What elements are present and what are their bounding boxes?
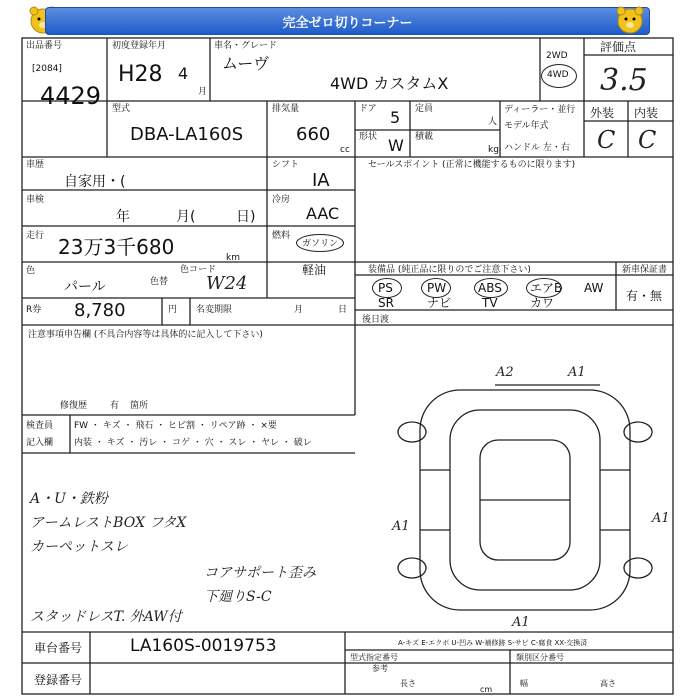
ac-value: AAC — [306, 204, 340, 223]
lot-label: 出品番号 — [26, 41, 63, 51]
vehicle-name: ムーヴ — [222, 54, 270, 73]
handle-label: ハンドル 左・右 — [504, 143, 570, 153]
remark-line-3: カーペットスレ — [30, 539, 128, 555]
type-ref-label: 参考 — [372, 664, 388, 673]
exterior-label: 外装 — [590, 106, 615, 120]
damage-mark-a1-right: A1 — [652, 511, 670, 526]
model-label: 型式 — [112, 104, 131, 114]
color-label: 色 — [26, 266, 36, 276]
equipment-leather: カワ — [530, 296, 555, 310]
remark-line-2: アームレストBOX フタX — [30, 515, 187, 531]
load-label: 積載 — [415, 132, 434, 142]
shift-label: シフト — [272, 160, 300, 170]
car-diagram — [398, 385, 652, 610]
doors-label: ドア — [359, 104, 377, 114]
remark-line-1: A・U・鉄粉 — [30, 491, 108, 507]
inspection-day: 日) — [236, 209, 256, 225]
model-year-label: モデル年式 — [504, 121, 549, 131]
rear-seat-label: 後日渡 — [362, 315, 390, 325]
inspection-row-exterior: FW ・ キズ ・ 飛石 ・ ヒビ割 ・ リペア跡 ・ ×要 — [74, 421, 277, 431]
rating-score: 3.5 — [600, 63, 648, 98]
lot-code: [2084] — [32, 64, 62, 74]
equipment-sr: SR — [378, 296, 394, 310]
equipment-ps: PS — [378, 281, 393, 295]
drive-2wd: 2WD — [546, 51, 568, 61]
damage-mark-a1-top: A1 — [568, 365, 586, 380]
mileage-label: 走行 — [26, 231, 45, 241]
equipment-pw-circle — [421, 278, 451, 298]
height-label: 高さ — [600, 679, 616, 688]
equipment-aw: AW — [584, 281, 604, 295]
displacement-label: 排気量 — [272, 104, 300, 114]
recycle-label: R券 — [26, 305, 42, 315]
registration-year: H28 — [118, 62, 163, 87]
equipment-pw: PW — [427, 281, 447, 295]
dealer-label: ディーラー・並行 — [504, 105, 576, 115]
length-label: 長さ — [400, 679, 416, 688]
diagram-legend: A-キズ E-エクボ U-凹み W-補修跡 S-サビ C-腐食 XX-交換済 — [398, 639, 588, 647]
inspection-row-interior: 内装 ・ キズ ・ 汚レ ・ コゲ ・ 穴 ・ スレ ・ ヤレ ・ 破レ — [74, 438, 312, 448]
ac-label: 冷房 — [272, 195, 291, 205]
inspection-month: 月( — [176, 209, 196, 225]
fuel-gasoline: ガソリン — [302, 239, 339, 249]
fuel-label: 燃料 — [272, 231, 291, 241]
mileage-value: 23万3千680 — [58, 235, 175, 259]
equipment-ps-circle — [372, 278, 402, 298]
remark-line-6: スタッドレスT. 外AW付 — [30, 609, 182, 625]
rating-label: 評価点 — [600, 40, 637, 54]
remark-line-4: コアサポート歪み — [204, 565, 316, 581]
dimension-unit: cm — [480, 685, 493, 694]
equipment-abs-circle — [474, 278, 508, 298]
inspection-label: 車検 — [26, 195, 45, 205]
interior-label: 内装 — [634, 106, 659, 120]
fuel-gasoline-circle — [296, 234, 344, 252]
type-number-label: 型式指定番号 — [350, 653, 398, 662]
repair-value: 有 — [110, 401, 120, 411]
registration-month: 4 — [178, 64, 189, 83]
history-label: 車歴 — [26, 160, 45, 170]
plate-label: 登録番号 — [34, 673, 83, 687]
equipment-abs: ABS — [478, 281, 502, 295]
exterior-score: C — [597, 126, 616, 154]
equipment-navi: ナビ — [427, 296, 452, 310]
equipment-tv: TV — [482, 296, 498, 310]
color-code-value: W24 — [206, 273, 248, 294]
shape-value: W — [388, 136, 404, 155]
interior-score: C — [638, 126, 657, 154]
repair-unit: 箇所 — [130, 401, 149, 411]
drive-4wd: 4WD — [547, 70, 569, 80]
chassis-value: LA160S-0019753 — [130, 636, 277, 656]
capacity-unit: 人 — [488, 117, 498, 127]
vehicle-grade: 4WD カスタムX — [330, 74, 449, 93]
shift-value: IA — [312, 170, 330, 191]
color-code-label: 色コード — [180, 265, 217, 275]
repair-label: 修復歴 — [60, 401, 88, 411]
vehicle-name-label: 車名・グレード — [214, 41, 278, 51]
damage-mark-a1-bottom: A1 — [512, 615, 530, 630]
history-value: 自家用・( — [64, 174, 126, 190]
width-label: 幅 — [520, 679, 528, 688]
lot-number: 4429 — [40, 82, 102, 110]
warranty-value: 有・無 — [626, 289, 663, 303]
recycle-value: 8,780 — [74, 300, 126, 321]
transfer-month: 月 — [294, 305, 304, 315]
recycle-unit: 円 — [168, 305, 178, 315]
remark-line-5: 下廻りS-C — [204, 589, 272, 605]
transfer-label: 名変期限 — [196, 305, 233, 315]
equipment-airbag-circle — [526, 278, 562, 298]
displacement-unit: cc — [340, 145, 350, 155]
fuel-diesel: 軽油 — [302, 263, 327, 277]
entry-label: 記入欄 — [26, 438, 54, 448]
capacity-label: 定員 — [415, 104, 434, 114]
load-unit: kg — [488, 145, 499, 155]
equipment-label: 装備品 (純正品に限りのでご注意下さい) — [368, 265, 531, 275]
mileage-unit: km — [226, 253, 240, 263]
chassis-label: 車台番号 — [34, 641, 83, 655]
registration-label: 初度登録年月 — [112, 41, 167, 51]
page-title: 完全ゼロ切りコーナー — [282, 15, 413, 31]
category-number-label: 類別区分番号 — [516, 653, 564, 662]
inspection-year: 年 — [116, 209, 130, 225]
registration-month-unit: 月 — [198, 87, 208, 97]
model-value: DBA-LA160S — [130, 124, 244, 145]
sales-point-label: セールスポイント (正常に機能するものに限ります) — [368, 160, 576, 170]
damage-mark-a1-left: A1 — [392, 519, 410, 534]
inspector-label: 検査員 — [26, 421, 54, 431]
color-change-label: 色替 — [150, 277, 169, 287]
doors-value: 5 — [390, 108, 401, 127]
displacement-value: 660 — [296, 124, 331, 145]
notes-label: 注意事項申告欄 (不具合内容等は具体的に記入して下さい) — [28, 330, 263, 340]
warranty-label: 新車保証書 — [622, 265, 668, 275]
damage-mark-a2: A2 — [496, 365, 514, 380]
shape-label: 形状 — [359, 132, 378, 142]
equipment-airbag: エアB — [530, 281, 563, 295]
color-value: パール — [64, 279, 106, 295]
transfer-day: 日 — [338, 305, 348, 315]
